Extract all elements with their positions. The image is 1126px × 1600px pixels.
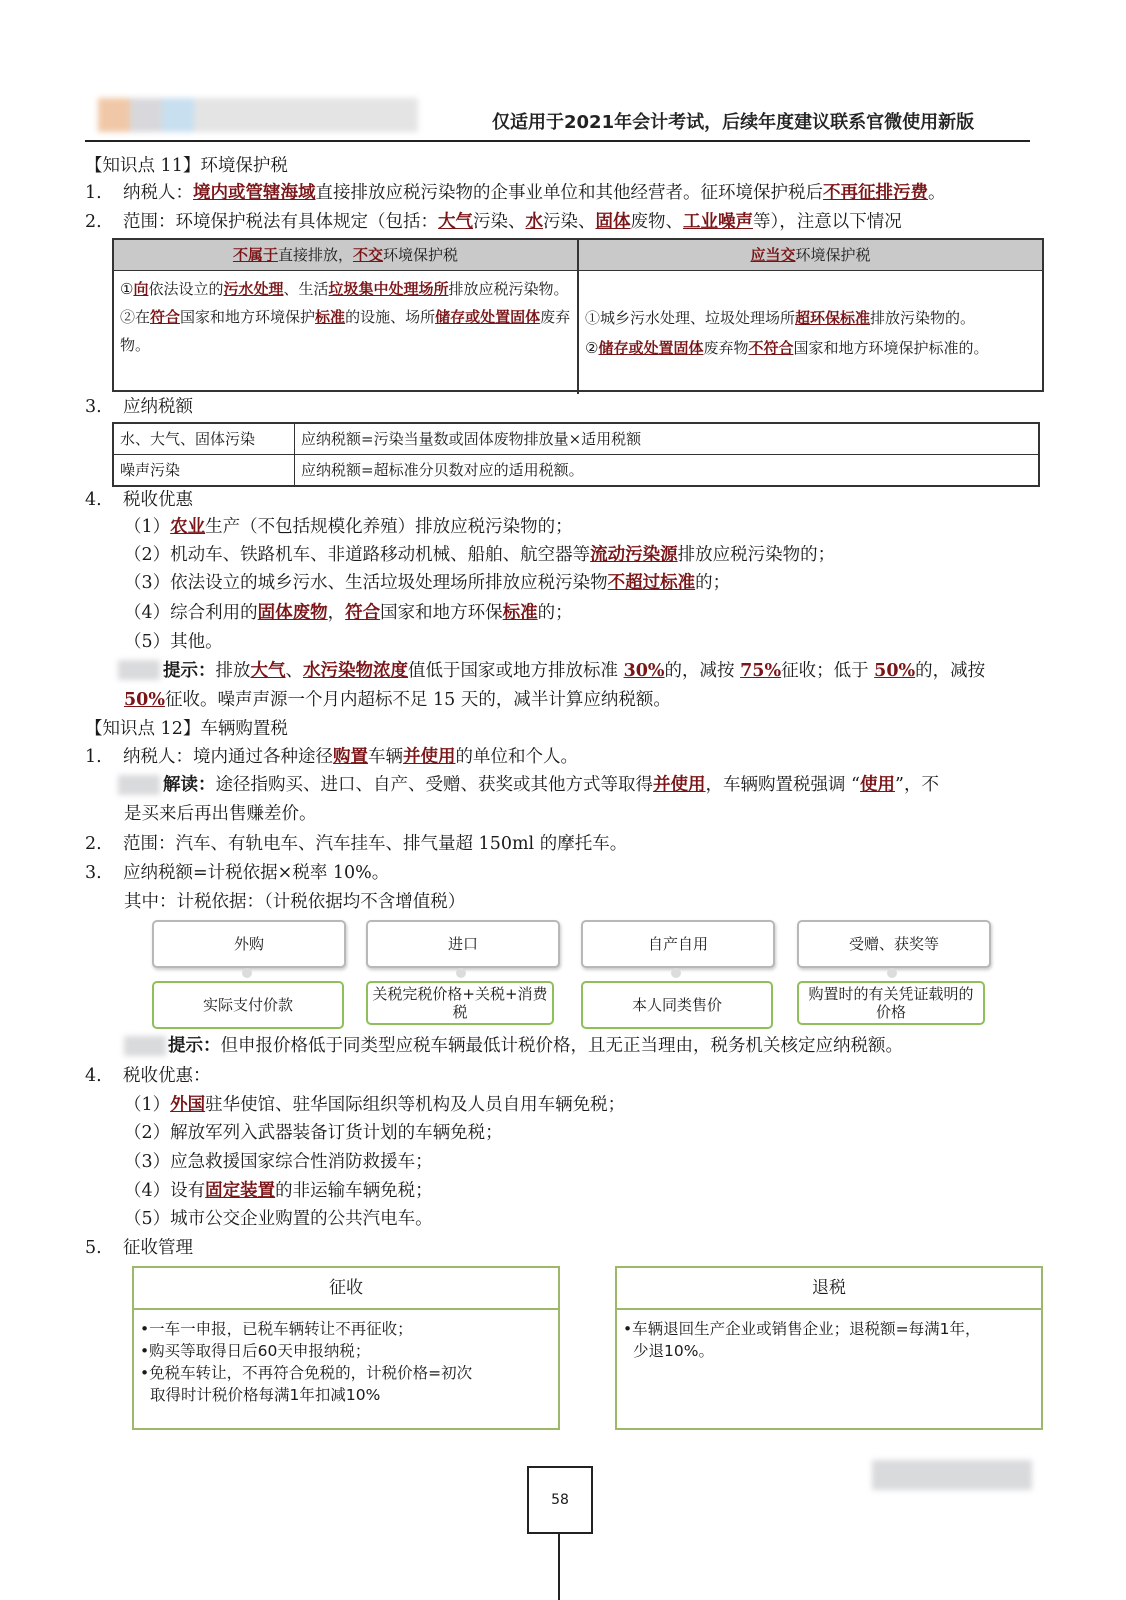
table-row bbox=[113, 455, 1039, 487]
collect-box bbox=[132, 1266, 560, 1430]
vehicle-incentive-3: （3）应急救援国家综合性消防救援车； bbox=[124, 1152, 433, 1172]
env-incentive-1: （1）农业生产（不包括规模化养殖）排放应税污染物的； bbox=[124, 517, 573, 537]
flow-connector bbox=[242, 968, 252, 978]
env-tip-line1: 提示：排放大气、水污染物浓度值低于国家或地方排放标准 30%的，减按 75%征收；低于 50%的，减按 bbox=[163, 661, 986, 681]
header-notice: 仅适用于2021年会计考试，后续年度建议联系官微使用新版 bbox=[492, 112, 975, 133]
vehicle-tip-line: 提示：但申报价格低于同类型应税车辆最低计税价格，且无正当理由，税务机关核定应纳税额。 bbox=[168, 1036, 903, 1056]
basis-value-box: 本人同类售价 bbox=[581, 981, 773, 1029]
env-incentives-title: 4. 税收优惠 bbox=[85, 490, 193, 510]
flow-connector bbox=[887, 968, 897, 978]
basis-source-box: 进口 bbox=[366, 920, 560, 968]
basis-value-box: 购置时的有关凭证载明的价格 bbox=[797, 981, 985, 1025]
flow-connector bbox=[671, 968, 681, 978]
vehicle-explain-line2: 是买来后再出售赚差价。 bbox=[124, 804, 317, 824]
vehicle-incentive-4: （4）设有固定装置的非运输车辆免税； bbox=[124, 1181, 433, 1201]
vehicle-taxpayer-line: 1. 纳税人：境内通过各种途径购置车辆并使用的单位和个人。 bbox=[85, 747, 578, 767]
basis-source-box: 自产自用 bbox=[581, 920, 775, 968]
vehicle-incentive-2: （2）解放军列入武器装备订货计划的车辆免税； bbox=[124, 1123, 503, 1143]
refund-box-header: 退税 bbox=[617, 1268, 1041, 1310]
basis-value-box: 实际支付价款 bbox=[152, 981, 344, 1029]
basis-source-box: 受赠、获奖等 bbox=[797, 920, 991, 968]
basis-value-box: 关税完税价格+关税+消费税 bbox=[366, 981, 554, 1025]
blurred-explain-icon bbox=[118, 775, 160, 795]
env-scope-line: 2. 范围：环境保护税法有具体规定（包括：大气污染、水污染、固体废物、工业噪声等），注意以下情况 bbox=[85, 212, 902, 232]
compare-table-right-header: 应当交环境保护税 bbox=[579, 240, 1042, 271]
env-incentive-5: （5）其他。 bbox=[124, 632, 223, 652]
list-item: 少退10%。 bbox=[633, 1342, 714, 1360]
vehicle-incentives-title: 4. 税收优惠： bbox=[85, 1066, 211, 1086]
collect-box-header: 征收 bbox=[134, 1268, 558, 1310]
env-tip-line2: 50%征收。噪声声源一个月内超标不足 15 天的，减半计算应纳税额。 bbox=[124, 690, 671, 710]
compare-table bbox=[112, 238, 1044, 392]
page-number-box bbox=[527, 1466, 593, 1534]
vehicle-incentive-5: （5）城市公交企业购置的公共汽电车。 bbox=[124, 1209, 433, 1229]
refund-box-body bbox=[617, 1310, 1041, 1370]
table-row bbox=[113, 423, 1039, 455]
section11-title: 【知识点 11】环境保护税 bbox=[85, 156, 288, 176]
payable-title: 3. 应纳税额 bbox=[85, 397, 193, 417]
compare-table-right-cell: ①城乡污水处理、垃圾处理场所超环保标准排放污染物的。 ②储存或处置固体废弃物不符合国家和地方环境保护标准的。 bbox=[585, 309, 989, 357]
management-title: 5. 征收管理 bbox=[85, 1238, 193, 1258]
basis-source-box: 外购 bbox=[152, 920, 346, 968]
payable-type: 水、大气、固体污染 bbox=[113, 423, 295, 455]
payable-formula: 应纳税额=污染当量数或固体废物排放量×适用税额 bbox=[295, 423, 1040, 455]
blurred-tip-icon bbox=[124, 1036, 166, 1056]
refund-box bbox=[615, 1266, 1043, 1430]
page-number: 58 bbox=[551, 1492, 569, 1508]
vehicle-incentive-1: （1）外国驻华使馆、驻华国际组织等机构及人员自用车辆免税； bbox=[124, 1095, 626, 1115]
vehicle-formula-line: 3. 应纳税额=计税依据×税率 10%。 bbox=[85, 863, 390, 883]
blurred-tip-icon bbox=[118, 660, 160, 680]
compare-table-left-header: 不属于直接排放，不交环境保护税 bbox=[114, 240, 579, 271]
env-incentive-4: （4）综合利用的固体废物，符合国家和地方环保标准的； bbox=[124, 603, 573, 623]
flow-connector bbox=[456, 968, 466, 978]
list-item: •一车一申报，已税车辆转让不再征收； bbox=[140, 1320, 413, 1338]
payable-table bbox=[112, 422, 1040, 487]
list-item: •车辆退回生产企业或销售企业；退税额=每满1年， bbox=[623, 1320, 981, 1338]
payable-formula: 应纳税额=超标准分贝数对应的适用税额。 bbox=[295, 455, 1040, 487]
collect-box-body bbox=[134, 1310, 558, 1414]
page-number-stem bbox=[558, 1532, 560, 1600]
blurred-footer-logo bbox=[872, 1460, 1032, 1490]
payable-type: 噪声污染 bbox=[113, 455, 295, 487]
env-taxpayer-line: 1. 纳税人：境内或管辖海域直接排放应税污染物的企事业单位和其他经营者。征环境保护税后不再征排污费。 bbox=[85, 183, 946, 203]
list-item: •免税车转让，不再符合免税的，计税价格=初次 bbox=[140, 1364, 473, 1382]
vehicle-formula-sub: 其中：计税依据：（计税依据均不含增值税） bbox=[124, 892, 466, 912]
vehicle-explain-line1: 解读：途径指购买、进口、自产、受赠、获奖或其他方式等取得并使用，车辆购置税强调 “使用”，不 bbox=[163, 775, 939, 795]
header-rule bbox=[85, 140, 1030, 142]
section12-title: 【知识点 12】车辆购置税 bbox=[85, 719, 288, 739]
blurred-logo bbox=[98, 98, 418, 132]
list-item: •购买等取得日后60天申报纳税； bbox=[140, 1342, 371, 1360]
env-incentive-2: （2）机动车、铁路机车、非道路移动机械、船舶、航空器等流动污染源排放应税污染物的； bbox=[124, 545, 836, 565]
vehicle-scope-line: 2. 范围：汽车、有轨电车、汽车挂车、排气量超 150ml 的摩托车。 bbox=[85, 834, 628, 854]
list-item: 取得时计税价格每满1年扣减10% bbox=[150, 1386, 381, 1404]
env-incentive-3: （3）依法设立的城乡污水、生活垃圾处理场所排放应税污染物不超过标准的； bbox=[124, 573, 731, 593]
compare-table-left-cell: ①向依法设立的污水处理、生活垃圾集中处理场所排放应税污染物。 ②在符合国家和地方环境保护标准的设施、场所储存或处置固体废弃物。 bbox=[114, 271, 579, 394]
